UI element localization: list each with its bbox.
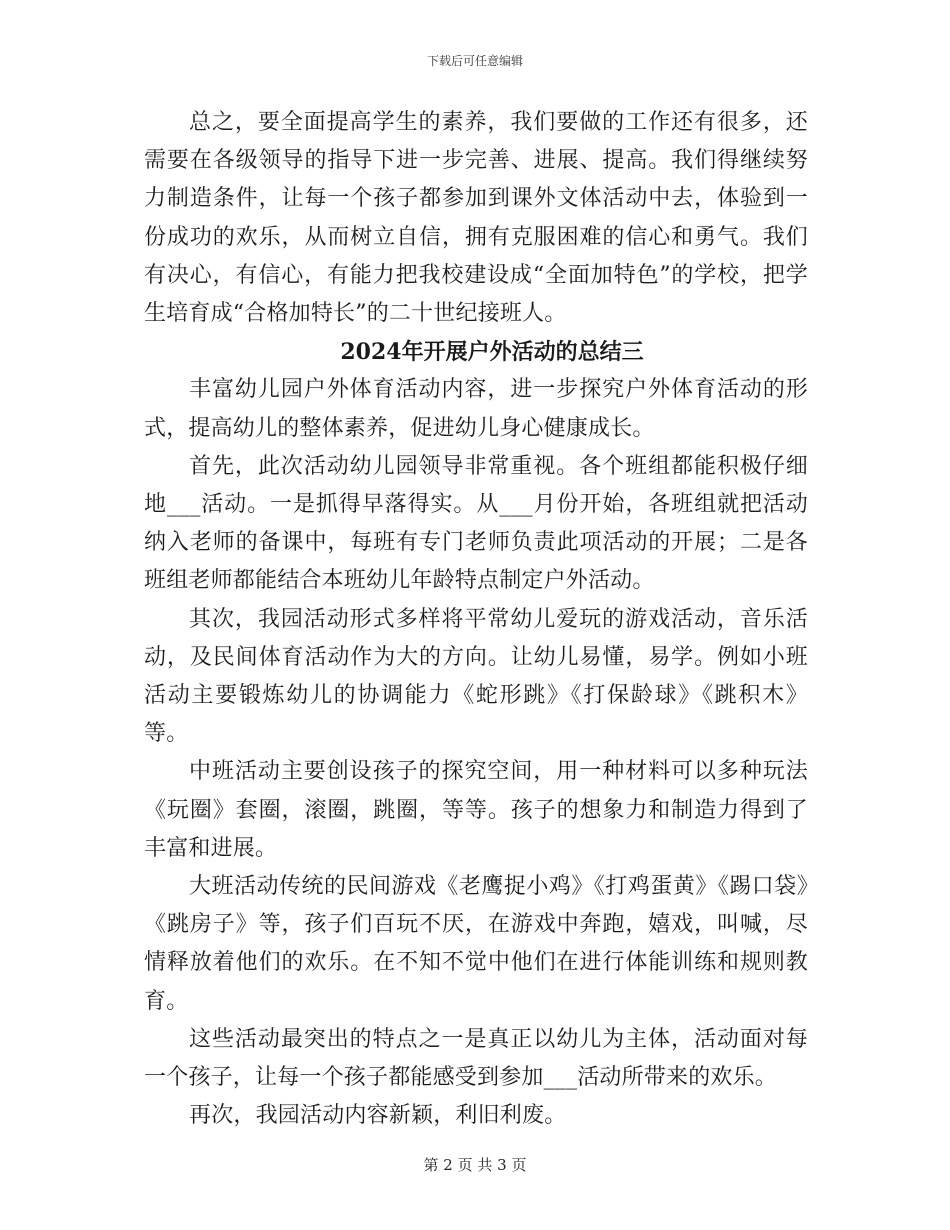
paragraph-conclusion: 总之，要全面提高学生的素养，我们要做的工作还有很多，还需要在各级领导的指导下进一步完善、进展、提高。我们得继续努力制造条件，让每一个孩子都参加到课外文体活动中去，体验到一份成功的欢乐，从而树立自信，拥有克服困难的信心和勇气。我们有决心，有信心，有能力把我校建设成“全面加特色”的学校，把学生培育成“合格加特长”的二十世纪接班人。	[144, 110, 808, 327]
document-body	[144, 104, 808, 1135]
paragraph-intro: 丰富幼儿园户外体育活动内容，进一步探究户外体育活动的形式，提高幼儿的整体素养，促进幼儿身心健康成长。	[144, 377, 808, 441]
paragraph-third-point: 再次，我园活动内容新颖，利旧利废。	[189, 1103, 567, 1129]
paragraph-first-point: 首先，此次活动幼儿园领导非常重视。各个班组都能积极仔细地___活动。一是抓得早落得实。从___月份开始，各班组就把活动纳入老师的备课中，每班有专门老师负责此项活动的开展；二是各班组老师都能结合本班幼儿年龄特点制定户外活动。	[144, 453, 808, 594]
page-header-note: 下载后可任意编辑	[426, 54, 523, 68]
page-footer-number: 第 2 页 共 3 页	[423, 1156, 527, 1174]
paragraph-second-point: 其次，我园活动形式多样将平常幼儿爱玩的游戏活动，音乐活动，及民间体育活动作为大的方向。让幼儿易懂，易学。例如小班活动主要锻炼幼儿的协调能力《蛇形跳》《打保龄球》《跳积木》等。	[144, 606, 808, 747]
paragraph-middle-class: 中班活动主要创设孩子的探究空间，用一种材料可以多种玩法《玩圈》套圈，滚圈，跳圈，等等。孩子的想象力和制造力得到了丰富和进展。	[144, 759, 808, 861]
paragraph-senior-class: 大班活动传统的民间游戏《老鹰捉小鸡》《打鸡蛋黄》《踢口袋》《跳房子》等，孩子们百玩不厌，在游戏中奔跑，嬉戏，叫喊，尽情释放着他们的欢乐。在不知不觉中他们在进行体能训练和规则教育。	[144, 874, 808, 1014]
paragraph-feature: 这些活动最突出的特点之一是真正以幼儿为主体，活动面对每一个孩子，让每一个孩子都能感受到参加___活动所带来的欢乐。	[144, 1026, 808, 1091]
section-title: 2024年开展户外活动的总结三	[340, 339, 644, 366]
